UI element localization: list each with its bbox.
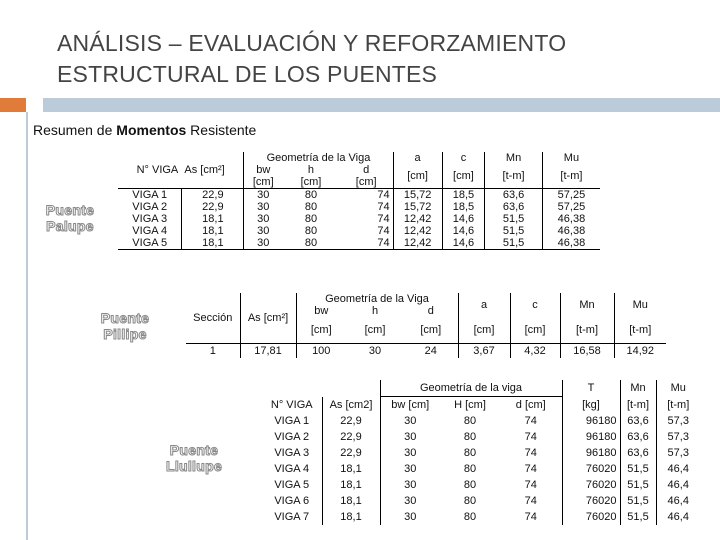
table-row [262, 477, 700, 493]
cell: 16,58 [560, 344, 614, 359]
accent-bar-blue [43, 98, 720, 112]
cell: 22,9 [322, 445, 380, 461]
table1-unit-c: [cm] [442, 164, 485, 189]
cell: 46,38 [542, 237, 600, 250]
cell: 74 [340, 237, 393, 250]
table-row [118, 189, 600, 202]
cell: 12,42 [393, 237, 442, 250]
table1-unit-mn: [t-m] [485, 164, 543, 189]
cell: 57,3 [656, 429, 700, 445]
cell: 74 [524, 511, 537, 523]
cell: 80 [463, 495, 477, 507]
cell: 57,25 [542, 189, 600, 202]
cell: 96180 [562, 429, 620, 445]
cell: 57,3 [656, 413, 700, 429]
cell: 46,4 [656, 461, 700, 477]
cell: 18,1 [182, 225, 244, 237]
table2-header-mn: Mn [560, 293, 614, 317]
cell: 22,9 [322, 413, 380, 429]
cell: VIGA 5 [118, 237, 182, 250]
cell: 22,9 [182, 189, 244, 202]
cell: 57,3 [656, 445, 700, 461]
cell: 30 [380, 493, 440, 509]
cell: 18,1 [322, 461, 380, 477]
cell: 30 [380, 429, 440, 445]
table-row [262, 413, 700, 429]
cell: 100 [296, 344, 346, 359]
table1-header-mu: Mu [542, 152, 600, 164]
cell: 14,6 [442, 225, 485, 237]
table2-header-h: h [371, 305, 379, 317]
table2-header-d: d [427, 305, 434, 317]
cell: 96180 [562, 445, 620, 461]
table1-header-bw: bw [244, 164, 282, 176]
table1-header-nviga: N° VIGA [136, 164, 179, 176]
table-row [262, 429, 700, 445]
cell: 30 [368, 345, 382, 357]
cell: 18,1 [322, 493, 380, 509]
table-row [262, 461, 700, 477]
table2-header-c: c [510, 293, 560, 317]
table2-unit-a: [cm] [458, 317, 510, 344]
cell: 46,4 [656, 493, 700, 509]
table1-header-h: h [307, 164, 315, 176]
cell: 15,72 [393, 201, 442, 213]
cell: 80 [463, 431, 477, 443]
table2-header-mu: Mu [614, 293, 666, 317]
cell: 74 [524, 463, 537, 475]
cell: 30 [380, 445, 440, 461]
cell: 22,9 [182, 201, 244, 213]
cell: 46,38 [542, 225, 600, 237]
cell: 30 [244, 237, 282, 250]
cell: 51,5 [620, 461, 656, 477]
table3-header-h: H [cm] [440, 397, 500, 414]
cell: 76020 [562, 493, 620, 509]
cell: 18,5 [442, 201, 485, 213]
cell: 24 [424, 345, 437, 357]
table1-header-mn: Mn [485, 152, 543, 164]
table-row [118, 237, 600, 250]
table3-header-t: T [562, 380, 620, 397]
table1-unit-bw: [cm] [244, 176, 282, 189]
cell: VIGA 3 [132, 213, 168, 225]
cell: 30 [380, 509, 440, 525]
table2-header-geometria: Geometría de la Viga [296, 293, 458, 305]
table3-header-geometria: Geometría de la viga [380, 380, 562, 397]
cell: VIGA 3 [274, 447, 310, 459]
cell: 63,6 [620, 429, 656, 445]
cell: 96180 [562, 413, 620, 429]
accent-vertical-line [26, 112, 28, 540]
cell: VIGA 2 [132, 201, 168, 213]
cell: 3,67 [458, 344, 510, 359]
cell: 30 [380, 461, 440, 477]
cell: 30 [244, 225, 282, 237]
table2-unit-c: [cm] [510, 317, 560, 344]
bridge-label-pillipe: Puente Pillipe [100, 310, 150, 342]
subtitle-bold: Momentos [116, 122, 187, 138]
cell: 30 [244, 201, 282, 213]
table3-header-bw: bw [cm] [380, 397, 440, 414]
cell: 80 [463, 415, 477, 427]
cell: 76020 [562, 509, 620, 525]
table3-header-blank [262, 380, 380, 397]
cell: VIGA 2 [274, 431, 310, 443]
cell: 18,1 [182, 237, 244, 250]
table2-unit-d: [cm] [404, 317, 458, 344]
table1-header-c: c [442, 152, 485, 164]
cell: VIGA 4 [132, 225, 168, 237]
cell: 74 [524, 415, 537, 427]
cell: 63,6 [620, 445, 656, 461]
table-pillipe [186, 293, 666, 358]
table1-header-nviga-as [118, 152, 244, 189]
table2-unit-mn: [t-m] [560, 317, 614, 344]
cell: 63,6 [485, 201, 543, 213]
cell: 80 [463, 511, 477, 523]
table1-unit-d: [cm] [340, 176, 393, 189]
table3-header-mu: Mu [656, 380, 700, 397]
table3-header-d: d [cm] [500, 397, 562, 414]
table3-unit-mu: [t-m] [656, 397, 700, 414]
cell: 80 [282, 237, 340, 250]
table-row [118, 225, 600, 237]
subtitle-prefix: Resumen de [33, 122, 117, 138]
table-row [262, 509, 700, 525]
cell: 51,5 [485, 213, 543, 225]
cell: 15,72 [393, 189, 442, 202]
cell: 18,1 [182, 213, 244, 225]
cell: 18,1 [322, 477, 380, 493]
table1-unit-h: [cm] [282, 176, 340, 189]
cell: 80 [304, 189, 318, 201]
cell: 46,38 [542, 213, 600, 225]
cell: 4,32 [510, 344, 560, 359]
cell: 51,5 [485, 225, 543, 237]
cell: 30 [380, 413, 440, 429]
table-llullupe [262, 380, 700, 525]
table3-header-nviga: N° VIGA [270, 398, 313, 411]
cell: 74 [377, 201, 390, 213]
table2-unit-bw: [cm] [296, 317, 346, 344]
cell: 80 [304, 213, 318, 225]
cell: 74 [524, 431, 537, 443]
table2-unit-h: [cm] [346, 317, 404, 344]
table2-header-bw: bw [296, 305, 346, 317]
cell: 46,4 [656, 509, 700, 525]
table-row [186, 344, 666, 359]
table2-header-as: As [cm²] [240, 293, 296, 344]
table3-unit-t: [kg] [562, 397, 620, 414]
cell: 14,6 [442, 237, 485, 250]
table-row [262, 493, 700, 509]
table2-header-a: a [458, 293, 510, 317]
cell: 30 [380, 477, 440, 493]
cell: 51,5 [620, 477, 656, 493]
table1-unit-a: [cm] [393, 164, 442, 189]
table1-header-geometria: Geometría de la Viga [244, 152, 393, 164]
cell: 80 [304, 201, 318, 213]
cell: VIGA 4 [274, 463, 310, 475]
cell: 63,6 [620, 413, 656, 429]
cell: VIGA 6 [274, 495, 310, 507]
table3-unit-mn: [t-m] [620, 397, 656, 414]
table1-header-d: d [363, 164, 370, 176]
cell: 63,6 [485, 189, 543, 202]
subtitle-suffix: Resistente [186, 122, 257, 138]
cell: 76020 [562, 461, 620, 477]
cell: 1 [209, 345, 216, 357]
cell: 74 [524, 495, 537, 507]
cell: 74 [377, 189, 390, 201]
cell: 14,6 [442, 213, 485, 225]
cell: 51,5 [620, 493, 656, 509]
cell: VIGA 1 [132, 189, 168, 201]
cell: 74 [524, 447, 537, 459]
cell: VIGA 5 [274, 479, 310, 491]
cell: 18,5 [442, 189, 485, 202]
cell: 30 [244, 189, 282, 202]
cell: 22,9 [322, 429, 380, 445]
cell: 57,25 [542, 201, 600, 213]
cell: 30 [244, 213, 282, 225]
table1-header-a: a [393, 152, 442, 164]
accent-bar-orange [0, 98, 26, 112]
table3-header-mn: Mn [620, 380, 656, 397]
table-palupe [118, 152, 600, 250]
cell: 46,4 [656, 477, 700, 493]
table2-unit-mu: [t-m] [614, 317, 666, 344]
table-row [262, 445, 700, 461]
cell: 12,42 [393, 225, 442, 237]
table1-unit-mu: [t-m] [542, 164, 600, 189]
cell: 51,5 [620, 509, 656, 525]
cell: 74 [377, 213, 390, 225]
cell: 80 [463, 479, 477, 491]
cell: VIGA 7 [274, 511, 310, 523]
cell: 17,81 [240, 344, 296, 359]
table3-header-as: As [cm2] [322, 397, 380, 414]
cell: 74 [524, 479, 537, 491]
cell: 74 [377, 225, 390, 237]
cell: VIGA 1 [274, 415, 310, 427]
cell: 18,1 [322, 509, 380, 525]
table-row [118, 201, 600, 213]
bridge-label-llullupe: Puente Llullupe [165, 442, 223, 474]
table2-header-seccion: Sección [186, 293, 240, 344]
cell: 80 [463, 463, 477, 475]
table1-header-as: As [cm²] [184, 164, 225, 176]
bridge-label-palupe: Puente Palupe [45, 202, 95, 234]
cell: 51,5 [485, 237, 543, 250]
table-row [118, 213, 600, 225]
cell: 80 [304, 225, 318, 237]
cell: 80 [463, 447, 477, 459]
subtitle [33, 122, 256, 138]
cell: 14,92 [614, 344, 666, 359]
page-title: ANÁLISIS – EVALUACIÓN Y REFORZAMIENTO ESTRUCTURAL DE LOS PUENTES [57, 30, 567, 87]
cell: 12,42 [393, 213, 442, 225]
cell: 76020 [562, 477, 620, 493]
